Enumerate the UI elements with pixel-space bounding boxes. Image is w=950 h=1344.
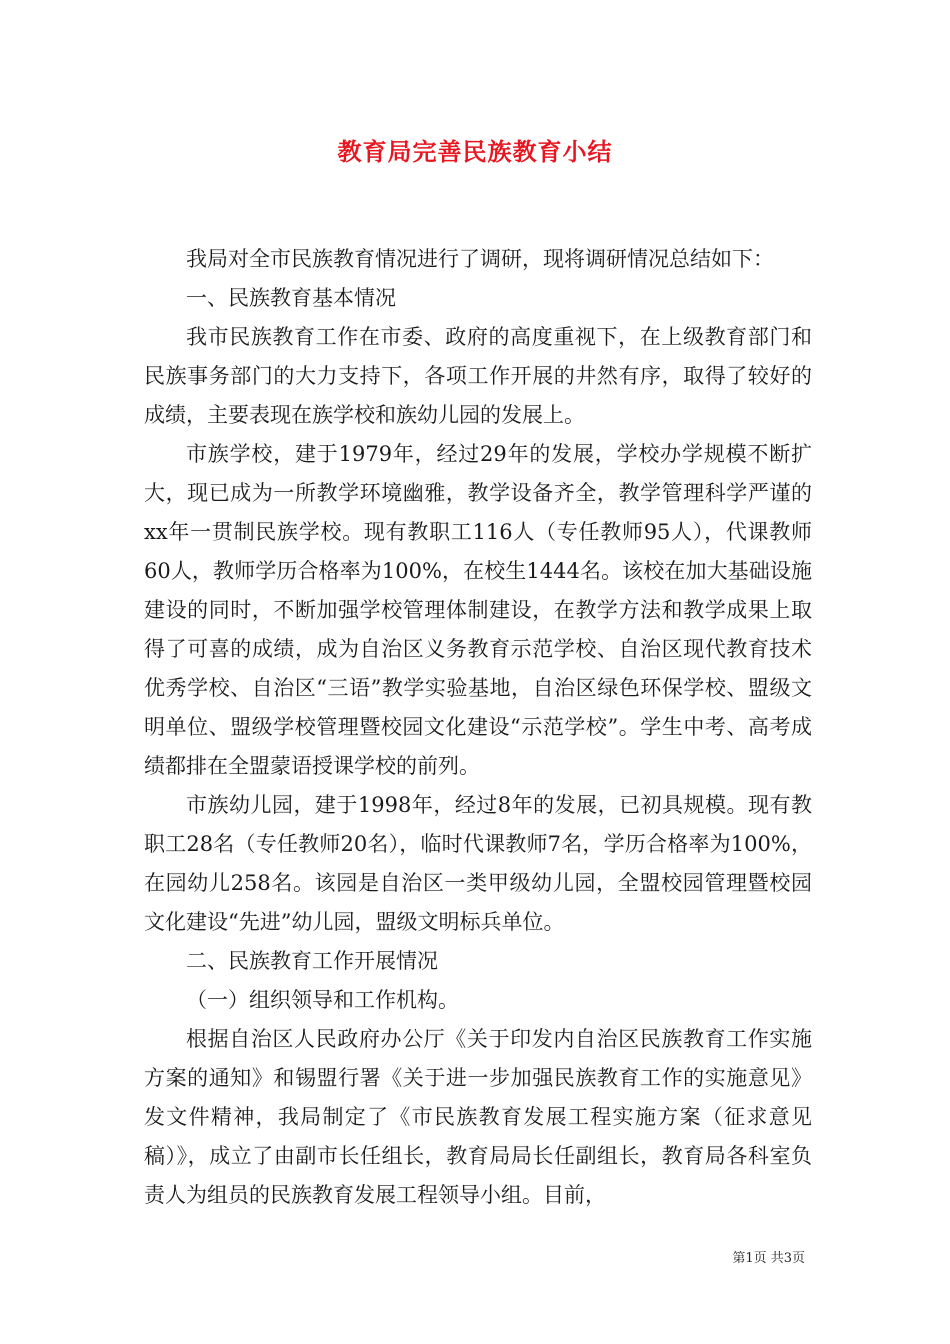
- paragraph: 我市民族教育工作在市委、政府的高度重视下，在上级教育部门和民族事务部门的大力支持下，各项工作开展的井然有序，取得了较好的成绩，主要表现在族学校和族幼儿园的发展上。: [144, 325, 812, 427]
- document-body: [144, 240, 812, 1215]
- page-number-footer: 第1页 共3页: [732, 1251, 805, 1266]
- intro-paragraph: 我局对全市民族教育情况进行了调研，现将调研情况总结如下：: [186, 247, 774, 271]
- paragraph: 市族学校，建于1979年，经过29年的发展，学校办学规模不断扩大，现已成为一所教学环境幽雅，教学设备齐全，教学管理科学严谨的xx年一贯制民族学校。现有教职工116人（专任教师95人），代课教师60人，教师学历合格率为100%，在校生1444名。该校在加大基础设施建设的同时，不断加强学校管理体制建设，在教学方法和教学成果上取得了可喜的成绩，成为自治区义务教育示范学校、自治区现代教育技术优秀学校、自治区“三语”教学实验基地，自治区绿色环保学校、盟级文明单位、盟级学校管理暨校园文化建设“示范学校”。学生中考、高考成绩都排在全盟蒙语授课学校的前列。: [144, 442, 812, 778]
- section-heading-1: 一、民族教育基本情况: [186, 286, 396, 310]
- document-title: 教育局完善民族教育小结: [337, 137, 613, 166]
- subsection-heading: （一）组织领导和工作机构。: [186, 988, 459, 1012]
- paragraph: 市族幼儿园，建于1998年，经过8年的发展，已初具规模。现有教职工28名（专任教师20名），临时代课教师7名，学历合格率为100%，在园幼儿258名。该园是自治区一类甲级幼儿园，全盟校园管理暨校园文化建设“先进”幼儿园，盟级文明标兵单位。: [144, 793, 812, 934]
- section-heading-2: 二、民族教育工作开展情况: [186, 949, 438, 973]
- paragraph: 根据自治区人民政府办公厅《关于印发内自治区民族教育工作实施方案的通知》和锡盟行署《关于进一步加强民族教育工作的实施意见》发文件精神，我局制定了《市民族教育发展工程实施方案（征求意见稿）》，成立了由副市长任组长，教育局局长任副组长，教育局各科室负责人为组员的民族教育发展工程领导小组。目前，: [144, 1027, 812, 1207]
